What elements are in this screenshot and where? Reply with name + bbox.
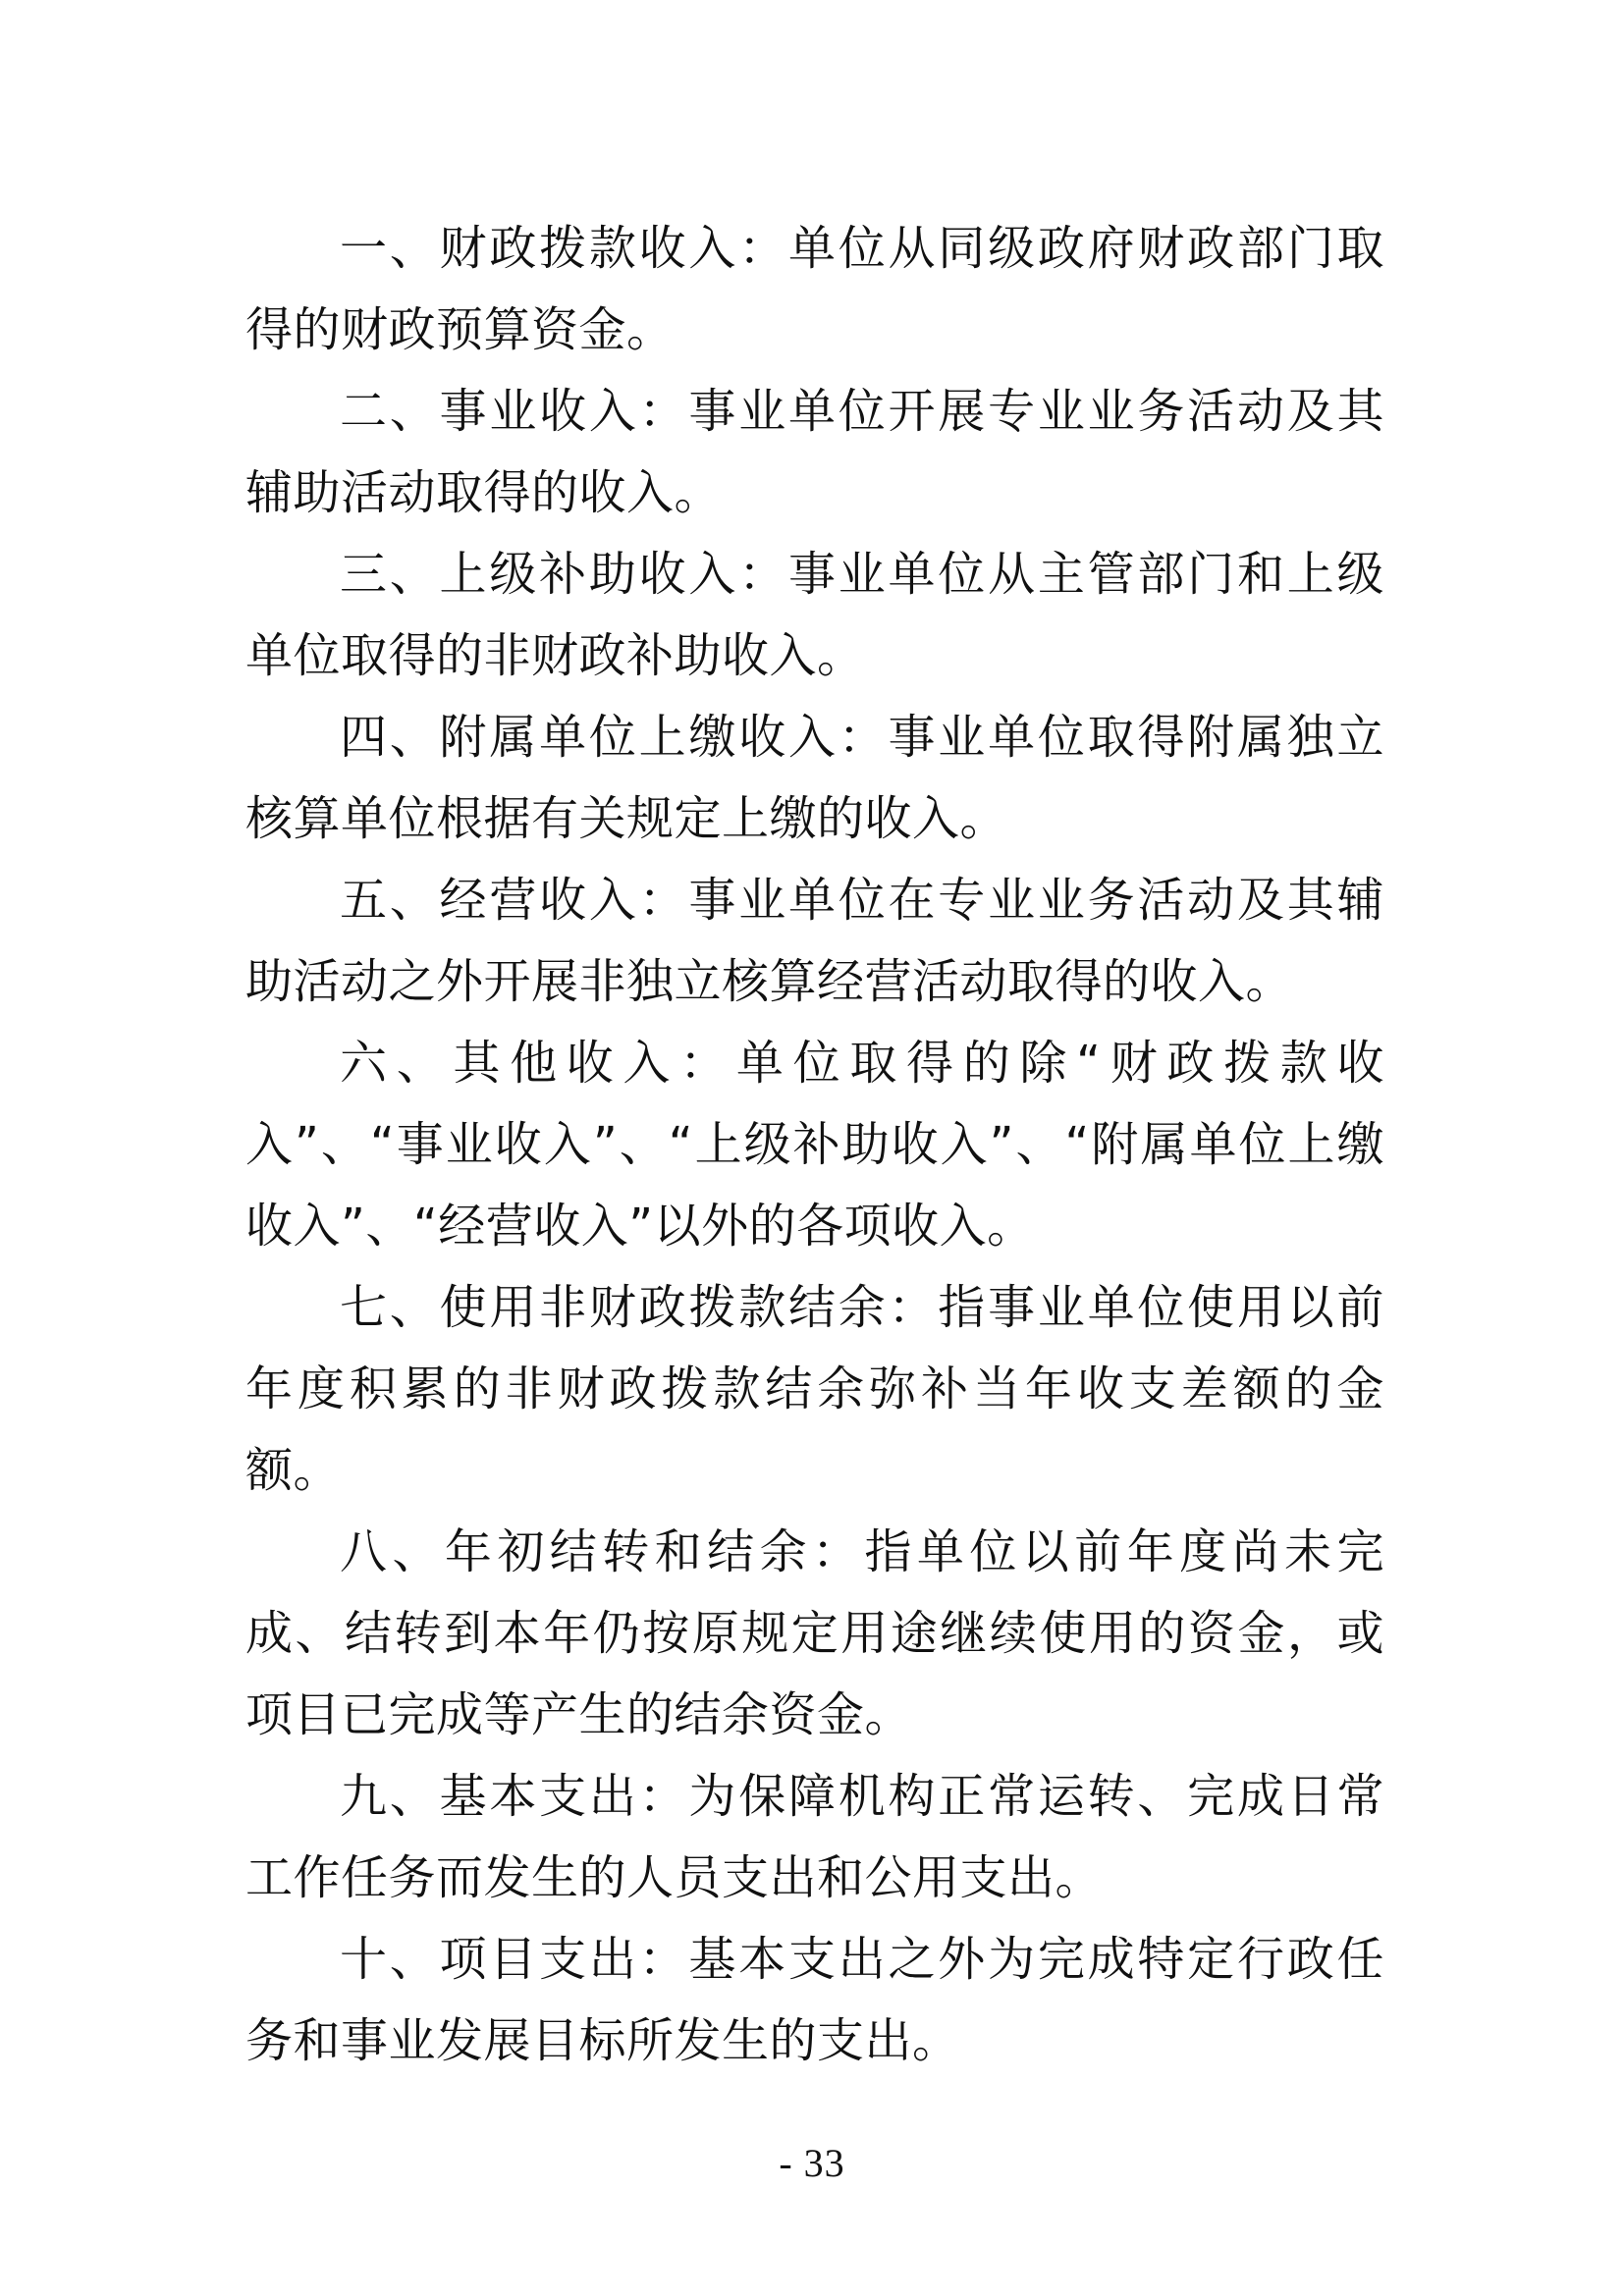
document-body xyxy=(245,208,1384,2082)
paragraph-affiliated-unit-income: 四、附属单位上缴收入：事业单位取得附属独立核算单位根据有关规定上缴的收入。 xyxy=(245,710,1384,846)
paragraph-superior-subsidy-income: 三、上级补助收入：事业单位从主管部门和上级单位取得的非财政补助收入。 xyxy=(245,547,1384,683)
paragraph-fiscal-appropriation-income: 一、财政拨款收入：单位从同级政府财政部门取得的财政预算资金。 xyxy=(245,221,1384,357)
paragraph-non-fiscal-balance-use: 七、使用非财政拨款结余：指事业单位使用以前年度积累的非财政拨款结余弥补当年收支差额的金额。 xyxy=(245,1280,1384,1498)
paragraph-operating-income: 五、经营收入：事业单位在专业业务活动及其辅助活动之外开展非独立核算经营活动取得的收入。 xyxy=(245,873,1384,1009)
page-number: - 33 xyxy=(779,2141,845,2185)
paragraph-other-income: 六、其他收入：单位取得的除“财政拨款收入”、“事业收入”、“上级补助收入”、“附属单位上缴收入”、“经营收入”以外的各项收入。 xyxy=(245,1036,1384,1254)
paragraph-carryover-and-balance: 八、年初结转和结余：指单位以前年度尚未完成、结转到本年仍按原规定用途继续使用的资金，或项目已完成等产生的结余资金。 xyxy=(245,1524,1384,1742)
paragraph-project-expenditure: 十、项目支出：基本支出之外为完成特定行政任务和事业发展目标所发生的支出。 xyxy=(245,1932,1384,2068)
paragraph-basic-expenditure: 九、基本支出：为保障机构正常运转、完成日常工作任务而发生的人员支出和公用支出。 xyxy=(245,1769,1384,1905)
paragraph-business-income: 二、事业收入：事业单位开展专业业务活动及其辅助活动取得的收入。 xyxy=(245,384,1384,520)
